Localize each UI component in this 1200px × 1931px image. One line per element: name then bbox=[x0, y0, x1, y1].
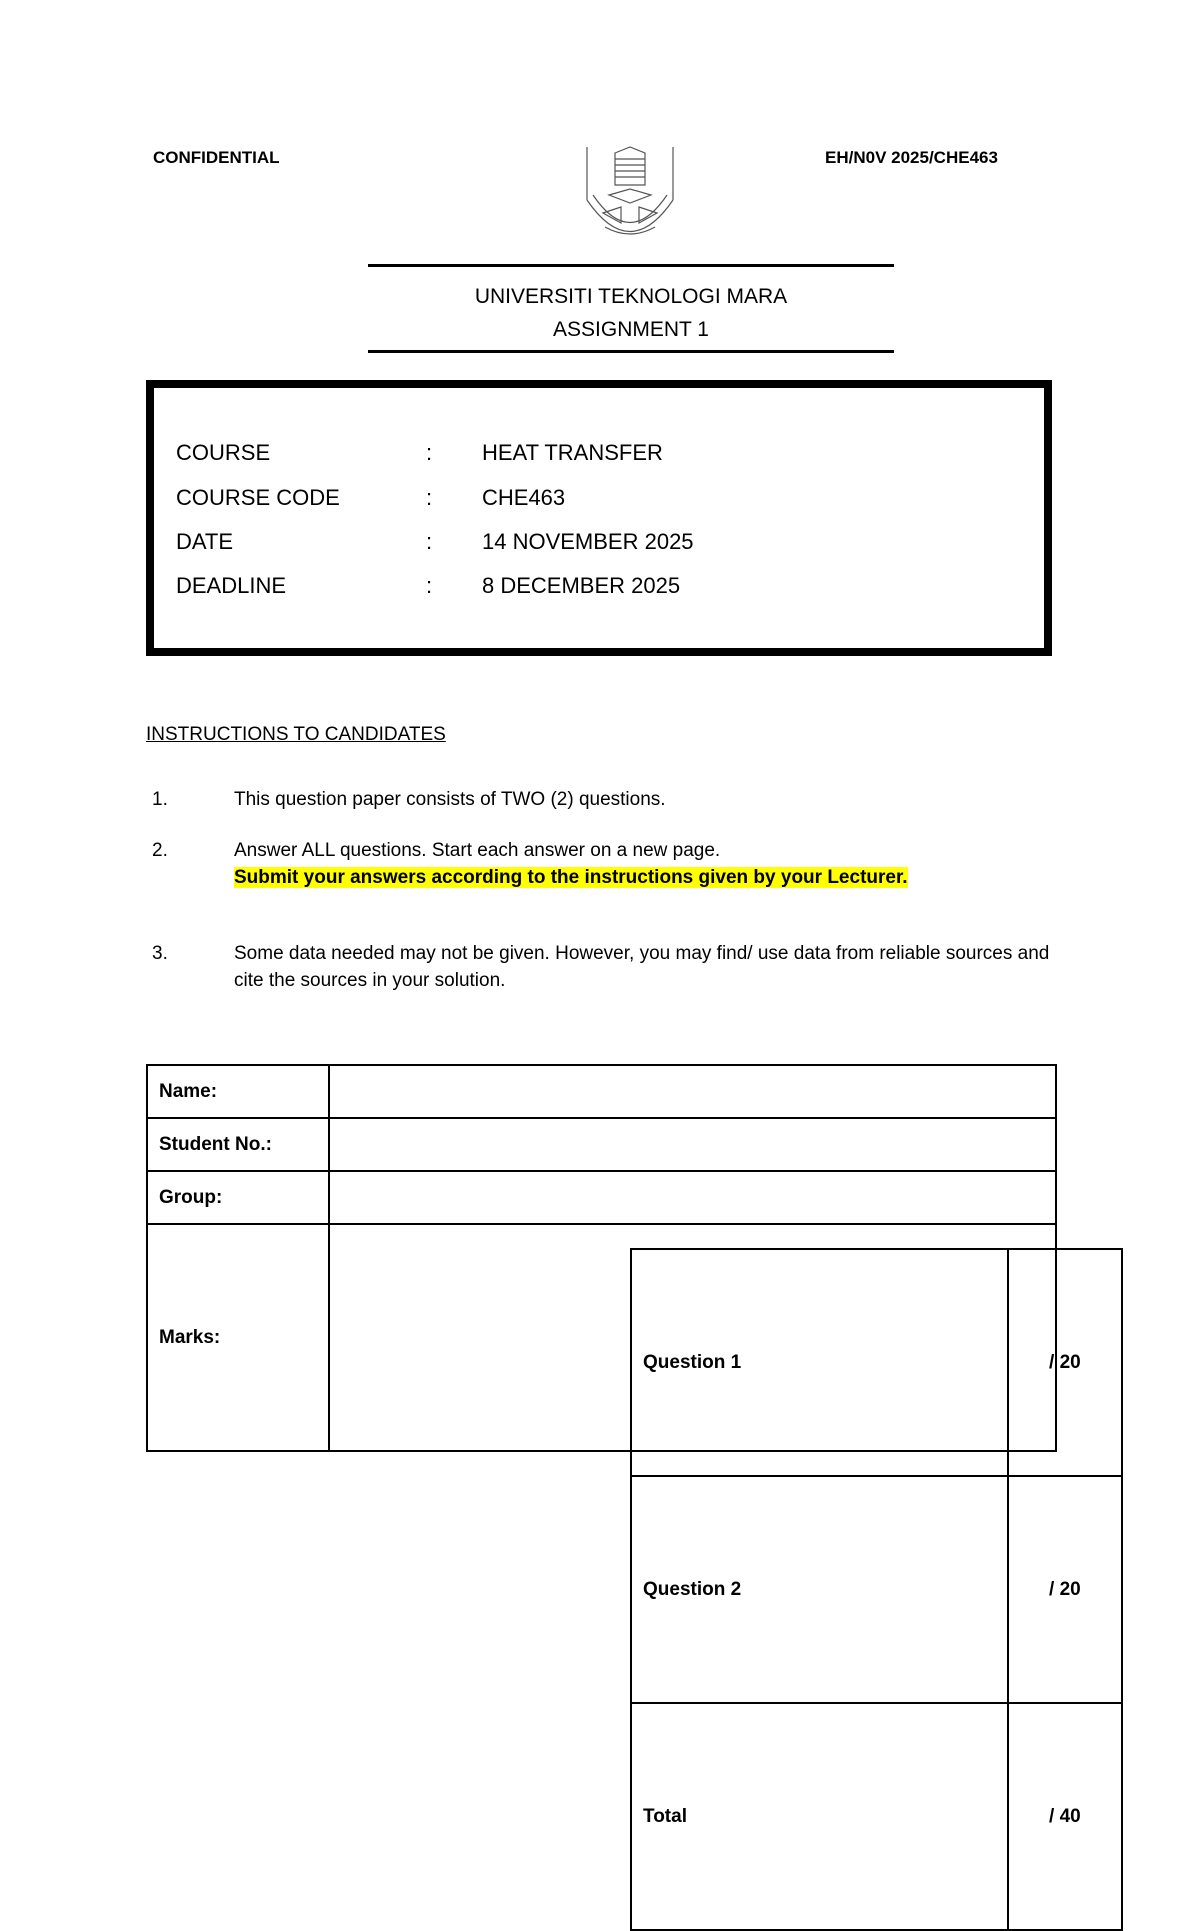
course-code-separator: : bbox=[426, 485, 433, 510]
question-label: Question 1 bbox=[631, 1249, 1008, 1476]
student-no-field[interactable] bbox=[329, 1118, 1056, 1171]
instruction-text: Answer ALL questions. Start each answer on a new page. bbox=[234, 840, 721, 861]
table-row bbox=[147, 1065, 1056, 1118]
instruction-text: Some data needed may not be given. However, you may find/ use data from reliable sources and cite the sources in your solution. bbox=[234, 943, 1050, 991]
group-label: Group: bbox=[147, 1171, 329, 1224]
highlighted-instruction: Submit your answers according to the instructions given by your Lecturer. bbox=[234, 867, 908, 888]
deadline-label: DEADLINE bbox=[176, 573, 287, 598]
question-label: Question 2 bbox=[631, 1476, 1008, 1703]
marks-row bbox=[631, 1476, 1122, 1703]
marks-table bbox=[630, 1248, 1123, 1931]
student-info-table bbox=[146, 1064, 1081, 1827]
student-no-label: Student No.: bbox=[147, 1118, 329, 1171]
reference-code: EH/N0V 2025/CHE463 bbox=[825, 148, 998, 167]
marks-row bbox=[631, 1249, 1122, 1476]
instruction-number: 3. bbox=[152, 943, 168, 964]
instruction-text-block bbox=[234, 837, 1074, 891]
course-value: HEAT TRANSFER bbox=[482, 440, 663, 465]
title-top-rule bbox=[368, 264, 894, 267]
title-bottom-rule bbox=[368, 350, 894, 353]
course-code-value: CHE463 bbox=[482, 485, 566, 510]
total-score-cell: / 40 bbox=[1008, 1703, 1122, 1930]
university-crest-icon bbox=[585, 145, 675, 250]
group-field[interactable] bbox=[329, 1171, 1056, 1224]
course-info-box bbox=[146, 380, 1052, 656]
name-label: Name: bbox=[147, 1065, 329, 1118]
table-row bbox=[147, 1224, 1056, 1451]
instruction-number: 2. bbox=[152, 840, 168, 861]
marks-label: Marks: bbox=[147, 1224, 329, 1451]
table-row bbox=[147, 1171, 1056, 1224]
assignment-title: ASSIGNMENT 1 bbox=[553, 318, 709, 341]
marks-cell bbox=[329, 1224, 1081, 1827]
name-field[interactable] bbox=[329, 1065, 1056, 1118]
marks-row bbox=[631, 1703, 1122, 1930]
instruction-number: 1. bbox=[152, 789, 168, 810]
title-block bbox=[368, 280, 894, 346]
score-cell: / 20 bbox=[1008, 1476, 1122, 1703]
university-name: UNIVERSITI TEKNOLOGI MARA bbox=[474, 285, 788, 308]
instructions-heading: INSTRUCTIONS TO CANDIDATES bbox=[146, 724, 446, 745]
score-cell: / 20 bbox=[1008, 1249, 1122, 1476]
date-separator: : bbox=[426, 529, 433, 554]
total-label: Total bbox=[631, 1703, 1008, 1930]
deadline-separator: : bbox=[426, 573, 433, 598]
confidential-label: CONFIDENTIAL bbox=[153, 148, 280, 167]
deadline-value: 8 DECEMBER 2025 bbox=[482, 573, 681, 598]
course-code-label: COURSE CODE bbox=[176, 485, 340, 510]
table-row bbox=[147, 1118, 1056, 1171]
course-separator: : bbox=[426, 440, 433, 465]
instruction-text: This question paper consists of TWO (2) questions. bbox=[234, 789, 666, 810]
course-label: COURSE bbox=[176, 440, 271, 465]
date-value: 14 NOVEMBER 2025 bbox=[482, 529, 694, 554]
date-label: DATE bbox=[176, 529, 234, 554]
